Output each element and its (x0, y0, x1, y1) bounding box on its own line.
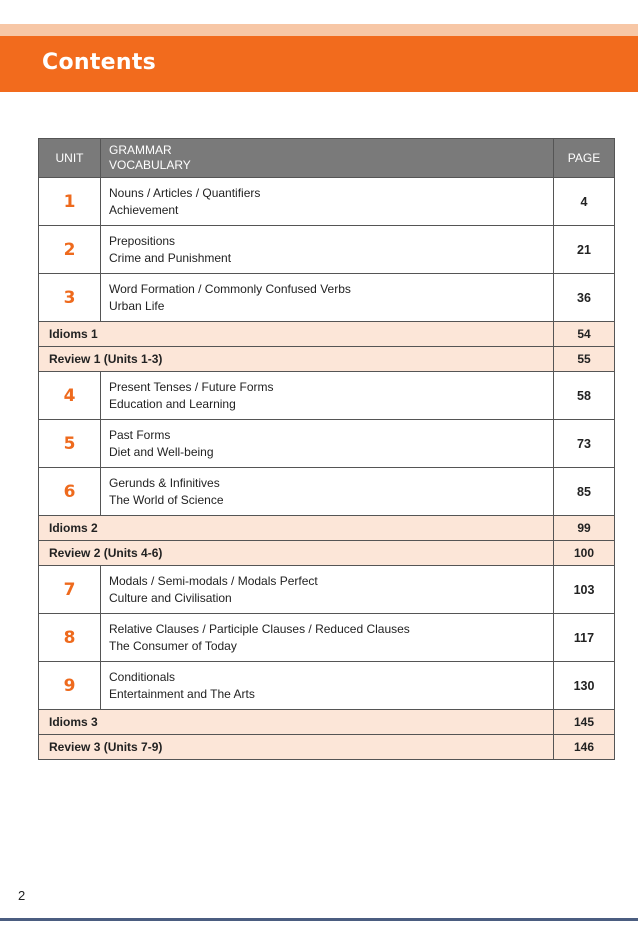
grammar-vocabulary-column-header (101, 139, 554, 178)
unit-row (39, 372, 615, 420)
grammar-topic: Prepositions (109, 233, 176, 248)
unit-number: 4 (39, 372, 101, 420)
bottom-rule (0, 918, 638, 921)
page-number-cell: 146 (554, 735, 615, 760)
section-row (39, 516, 615, 541)
unit-topics (101, 178, 554, 226)
section-label: Review 1 (Units 1-3) (39, 347, 554, 372)
unit-row (39, 226, 615, 274)
page-number-cell: 100 (554, 541, 615, 566)
vocabulary-topic: Culture and Civilisation (109, 590, 232, 605)
section-label: Idioms 3 (39, 710, 554, 735)
unit-topics (101, 468, 554, 516)
page-number-cell: 103 (554, 566, 615, 614)
table-header-row (39, 139, 615, 178)
grammar-topic: Word Formation / Commonly Confused Verbs (109, 281, 351, 296)
unit-row (39, 566, 615, 614)
section-row (39, 347, 615, 372)
grammar-topic: Past Forms (109, 427, 171, 442)
vocabulary-topic: Entertainment and The Arts (109, 686, 255, 701)
page-number: 2 (18, 888, 26, 903)
unit-row (39, 614, 615, 662)
unit-row (39, 274, 615, 322)
grammar-topic: Relative Clauses / Participle Clauses / Reduced Clauses (109, 621, 410, 636)
unit-topics (101, 662, 554, 710)
page-number-cell: 58 (554, 372, 615, 420)
page-number-cell: 73 (554, 420, 615, 468)
section-label: Idioms 1 (39, 322, 554, 347)
vocabulary-topic: Crime and Punishment (109, 250, 232, 265)
unit-number: 7 (39, 566, 101, 614)
unit-column-header: UNIT (39, 139, 101, 178)
section-label: Review 2 (Units 4-6) (39, 541, 554, 566)
section-label: Idioms 2 (39, 516, 554, 541)
grammar-topic: Present Tenses / Future Forms (109, 379, 274, 394)
page-title: Contents (42, 50, 157, 75)
page-number-cell: 145 (554, 710, 615, 735)
unit-number: 3 (39, 274, 101, 322)
unit-topics (101, 614, 554, 662)
page-number-cell: 36 (554, 274, 615, 322)
unit-number: 5 (39, 420, 101, 468)
vocabulary-topic: Achievement (109, 202, 179, 217)
unit-row (39, 420, 615, 468)
vocabulary-topic: The World of Science (109, 492, 224, 507)
page-number-cell: 55 (554, 347, 615, 372)
unit-number: 9 (39, 662, 101, 710)
unit-topics (101, 372, 554, 420)
contents-table (38, 138, 615, 760)
section-row (39, 322, 615, 347)
section-label: Review 3 (Units 7-9) (39, 735, 554, 760)
grammar-topic: Conditionals (109, 669, 176, 684)
page-number-cell: 85 (554, 468, 615, 516)
header-top-strip (0, 24, 638, 36)
grammar-topic: Gerunds & Infinitives (109, 475, 220, 490)
page-number-cell: 4 (554, 178, 615, 226)
unit-number: 6 (39, 468, 101, 516)
vocabulary-topic: Diet and Well-being (109, 444, 214, 459)
unit-row (39, 468, 615, 516)
page-number-cell: 130 (554, 662, 615, 710)
unit-topics (101, 566, 554, 614)
grammar-topic: Nouns / Articles / Quantifiers (109, 185, 261, 200)
page-number-cell: 21 (554, 226, 615, 274)
unit-topics (101, 226, 554, 274)
vocabulary-topic: The Consumer of Today (109, 638, 237, 653)
unit-number: 8 (39, 614, 101, 662)
page-number-cell: 54 (554, 322, 615, 347)
unit-row (39, 662, 615, 710)
unit-row (39, 178, 615, 226)
page-number-cell: 117 (554, 614, 615, 662)
grammar-topic: Modals / Semi-modals / Modals Perfect (109, 573, 318, 588)
page-number-cell: 99 (554, 516, 615, 541)
grammar-header-label: GRAMMAR (109, 143, 172, 157)
unit-number: 1 (39, 178, 101, 226)
section-row (39, 541, 615, 566)
unit-topics (101, 420, 554, 468)
unit-topics (101, 274, 554, 322)
unit-number: 2 (39, 226, 101, 274)
table-body (39, 178, 615, 760)
page-column-header: PAGE (554, 139, 615, 178)
section-row (39, 735, 615, 760)
vocabulary-topic: Education and Learning (109, 396, 236, 411)
vocabulary-header-label: VOCABULARY (109, 158, 191, 172)
section-row (39, 710, 615, 735)
vocabulary-topic: Urban Life (109, 298, 165, 313)
